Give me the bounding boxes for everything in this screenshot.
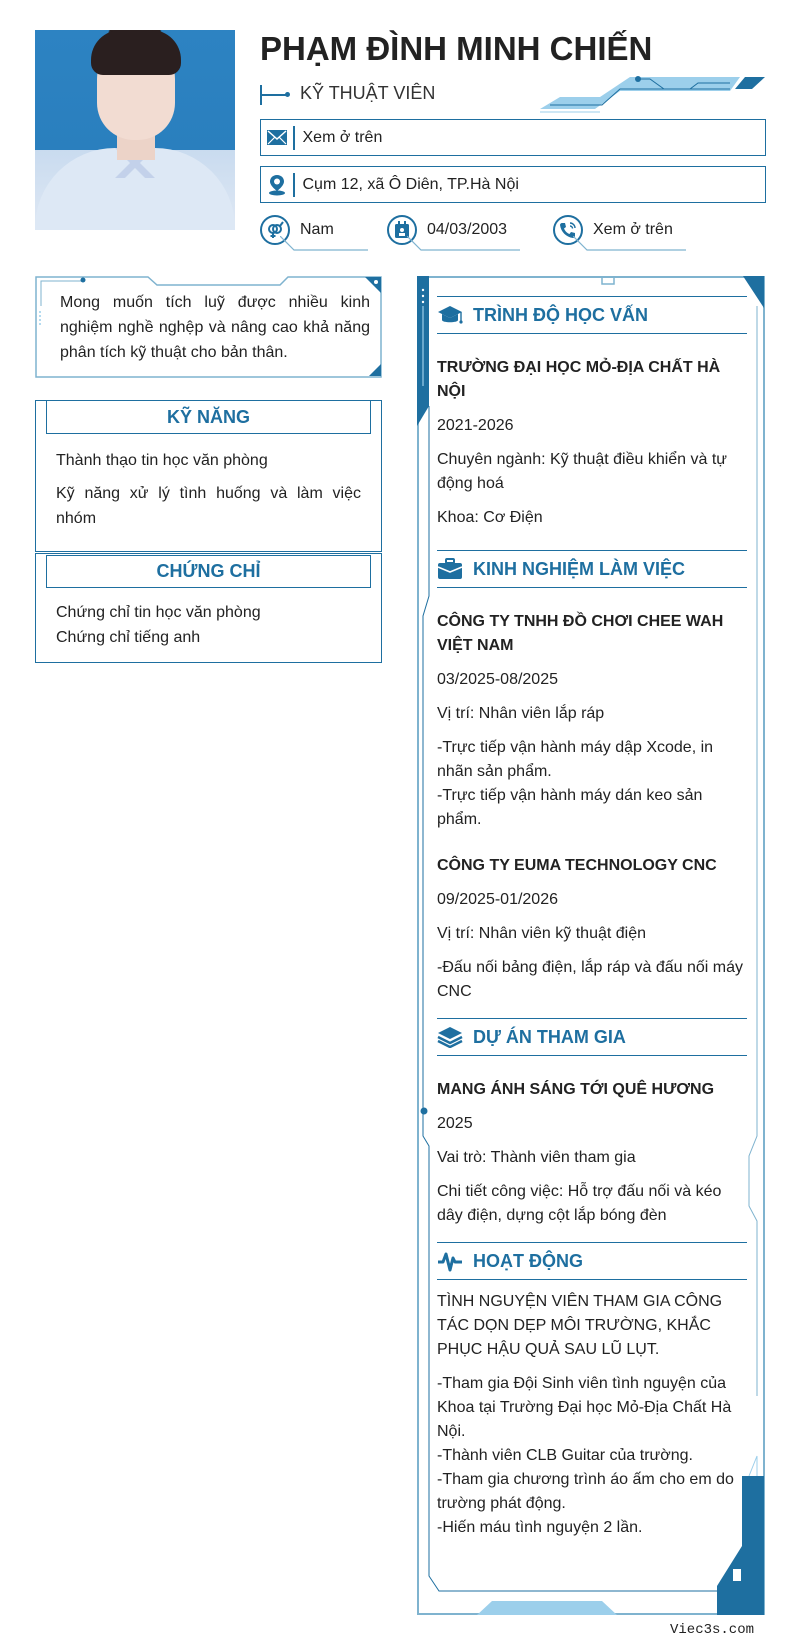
main-content-panel — [417, 276, 765, 1615]
education-major: Chuyên ngành: Kỹ thuật điều khiển và tự động hoá — [437, 451, 728, 492]
project-name: MANG ÁNH SÁNG TỚI QUÊ HƯƠNG — [437, 1081, 715, 1098]
activity-detail: -Tham gia Đội Sinh viên tình nguyện của Khoa tại Trường Đại học Mỏ-Địa Chất Hà Nội. — [437, 1375, 732, 1440]
watermark: Viec3s.com — [670, 1622, 755, 1638]
certificate-item: Chứng chỉ tin học văn phòng — [56, 604, 261, 621]
job-period: 09/2025-01/2026 — [437, 891, 558, 908]
activity-detail: -Thành viên CLB Guitar của trường. — [437, 1447, 693, 1464]
pulse-icon — [437, 1249, 465, 1273]
job-position: Vị trí: Nhân viên lắp ráp — [437, 705, 605, 722]
project-role: Vai trò: Thành viên tham gia — [437, 1149, 636, 1166]
project-details: Chi tiết công việc: Hỗ trợ đấu nối và kéo dây điện, dựng cột lắp bóng đèn — [437, 1183, 722, 1224]
certificate-item: Chứng chỉ tiếng anh — [56, 629, 201, 646]
job-detail: -Đấu nối bảng điện, lắp ráp và đấu nối máy CNC — [437, 959, 743, 1000]
skill-item: Thành thạo tin học văn phòng — [56, 452, 268, 469]
career-objective — [35, 276, 382, 378]
job-period: 03/2025-08/2025 — [437, 671, 558, 688]
birthday-value: 04/03/2003 — [427, 221, 508, 238]
activity-heading: TÌNH NGUYỆN VIÊN THAM GIA CÔNG TÁC DỌN DẸP MÔI TRƯỜNG, KHẮC PHỤC HẬU QUẢ SAU LŨ LỤT. — [437, 1293, 723, 1358]
activity-entry — [437, 1290, 747, 1540]
address-value: Cụm 12, xã Ô Diên, TP.Hà Nội — [302, 175, 519, 193]
circuit-decoration-icon — [540, 75, 770, 115]
skills-title: KỸ NĂNG — [46, 401, 371, 434]
projects-title: DỰ ÁN THAM GIA — [473, 1026, 626, 1047]
education-entry — [437, 356, 747, 530]
certificates-title: CHỨNG CHỈ — [46, 555, 371, 588]
activities-header — [437, 1242, 747, 1280]
candidate-name: PHẠM ĐÌNH MINH CHIẾN — [260, 30, 653, 67]
certificates-section — [35, 553, 382, 663]
activities-title: HOẠT ĐỘNG — [473, 1250, 583, 1271]
address-field — [260, 166, 766, 203]
briefcase-icon — [437, 557, 465, 581]
gender-underline-decoration — [280, 236, 370, 252]
job-entry — [437, 854, 747, 1004]
job-detail: -Trực tiếp vận hành máy dán keo sản phẩm. — [437, 787, 703, 828]
gender-value: Nam — [300, 221, 334, 238]
phone-underline-decoration — [573, 236, 688, 252]
experience-title: KINH NGHIỆM LÀM VIỆC — [473, 558, 686, 579]
job-title-marker-icon — [260, 85, 290, 105]
objective-text: Mong muốn tích luỹ được nhiều kinh nghiệm nghề nghệp và nâng cao khả năng phân tích kỹ thuật cho bản thân. — [60, 294, 370, 361]
education-header — [437, 296, 747, 334]
profile-photo — [35, 30, 235, 230]
education-faculty: Khoa: Cơ Điện — [437, 509, 543, 526]
education-period: 2021-2026 — [437, 417, 514, 434]
layers-icon — [437, 1025, 465, 1049]
job-detail: -Trực tiếp vận hành máy dập Xcode, in nhãn sản phẩm. — [437, 739, 714, 780]
company-name: CÔNG TY TNHH ĐỒ CHƠI CHEE WAH VIỆT NAM — [437, 613, 724, 654]
job-position: Vị trí: Nhân viên kỹ thuật điện — [437, 925, 646, 942]
project-year: 2025 — [437, 1115, 473, 1132]
email-value: Xem ở trên — [302, 128, 383, 146]
envelope-icon — [261, 120, 293, 155]
activity-detail: -Hiến máu tình nguyện 2 lần. — [437, 1519, 643, 1536]
experience-header — [437, 550, 747, 588]
job-title: KỸ THUẬT VIÊN — [300, 83, 436, 103]
education-title: TRÌNH ĐỘ HỌC VẤN — [473, 304, 648, 325]
company-name: CÔNG TY EUMA TECHNOLOGY CNC — [437, 857, 717, 874]
job-entry — [437, 610, 747, 832]
email-field — [260, 119, 766, 156]
skills-section — [35, 400, 382, 552]
activity-detail: -Tham gia chương trình áo ấm cho em do trường phát động. — [437, 1471, 734, 1512]
birthday-underline-decoration — [407, 236, 522, 252]
school-name: TRƯỜNG ĐẠI HỌC MỎ-ĐỊA CHẤT HÀ NỘI — [437, 359, 721, 400]
projects-header — [437, 1018, 747, 1056]
graduation-cap-icon — [437, 303, 465, 327]
phone-value: Xem ở trên — [593, 221, 673, 238]
project-entry — [437, 1078, 747, 1228]
skill-item: Kỹ năng xử lý tình huống và làm việc nhóm — [56, 485, 361, 527]
map-pin-icon — [261, 167, 293, 202]
